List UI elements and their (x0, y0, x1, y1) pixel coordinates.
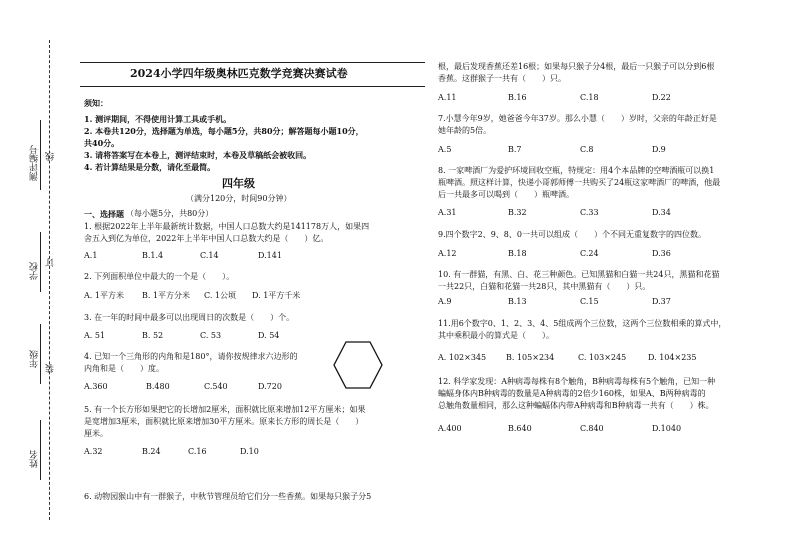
score-info: （满分120分，时间90分钟） (186, 194, 292, 203)
option: D. 104×235 (648, 353, 697, 362)
option: D.141 (258, 251, 282, 260)
question-text: 7.小慧今年9岁，她爸爸今年37岁。那么小慧（ ）岁时，父亲的年龄正好是 (438, 114, 717, 123)
question-text: 总触角数量相同，那么这种蝙蝠体内带A种病毒和B种病毒一共有（ ）株。 (438, 401, 714, 410)
title-top-rule (80, 62, 425, 63)
binding-exam-no: 测评编号 (30, 145, 40, 181)
option: C.16 (188, 447, 207, 456)
notice-item: 共40分。 (84, 138, 120, 148)
option: D.36 (652, 249, 671, 258)
binding-zhuang-char: 装 (46, 364, 56, 373)
notice-item: 4. 若计算结果是分数，请化至最简。 (84, 162, 216, 172)
question-text: 1. 根据2022年上半年最新统计数据，中国人口总数大约是141178万人，如果四 (84, 222, 370, 231)
question-text: 10. 有一群猫，有黑、白、花三种颜色。已知黑猫和白猫一共24只，黑猫和花猫 (438, 270, 720, 279)
option: A.5 (438, 145, 452, 154)
notice-heading: 须知： (84, 98, 108, 108)
option: A.360 (84, 382, 108, 391)
option: B.7 (508, 145, 522, 154)
part1-note: （每小题5分，共80分） (126, 209, 214, 218)
option: B.640 (508, 424, 532, 433)
binding-grade: 年级 (30, 350, 40, 368)
option: C.24 (580, 249, 599, 258)
binding-ding-char: 订 (46, 258, 56, 267)
option: B.24 (142, 447, 161, 456)
option: C.33 (580, 208, 599, 217)
question-text: 5. 有一个长方形如果把它的长增加2厘米，面积就比原来增加12平方厘米；如果 (84, 405, 366, 414)
option: B.18 (508, 249, 527, 258)
notice-item: 1. 测评期间，不得使用计算工具或手机。 (84, 114, 232, 124)
question-text: 是宽增加3厘米，面积就比原来增加30平方厘米。原来长方形的周长是（ ） (84, 417, 364, 426)
option: B. 52 (142, 331, 164, 340)
option: C. 1公顷 (204, 291, 237, 300)
question-text: 厘米。 (84, 429, 108, 438)
option: B. 105×234 (506, 353, 555, 362)
notice-item: 3. 请将答案写在本卷上，测评结束时，本卷及草稿纸会被收回。 (84, 150, 312, 160)
question-text: 12. 科学家发现：A种病毒每株有8个触角，B种病毒每株有5个触角，已知一种 (438, 377, 716, 386)
option: C.14 (200, 251, 219, 260)
option: B.480 (146, 382, 170, 391)
question-text: 蝙蝠身体内B种病毒的数量是A种病毒的2倍少160株，如果A、B两种病毒的 (438, 389, 706, 398)
option: A.11 (438, 93, 457, 102)
option: B. 1平方分米 (142, 291, 191, 300)
option: C.540 (204, 382, 228, 391)
option: A. 51 (84, 331, 106, 340)
option: A. 102×345 (438, 353, 487, 362)
option: C.18 (580, 93, 599, 102)
field-line-exam-no (40, 120, 41, 190)
option: B.32 (508, 208, 527, 217)
option: B.16 (508, 93, 527, 102)
option: A. 1平方米 (84, 291, 124, 300)
option: C.8 (580, 145, 594, 154)
question-text: 6. 动物园猴山中有一群猴子，中秋节管理员给它们分一些香蕉。如果每只猴子分5 (84, 492, 372, 501)
title-bottom-rule (80, 86, 425, 87)
option: D.720 (258, 382, 282, 391)
option: B.1.4 (142, 251, 164, 260)
option: D.10 (240, 447, 259, 456)
option: A.32 (84, 447, 103, 456)
option: A.9 (438, 297, 452, 306)
option: D.9 (652, 145, 666, 154)
field-line-name (40, 420, 41, 480)
question-text: 一共22只，白猫和花猫一共28只，其中黑猫有（ ）只。 (438, 282, 651, 291)
hexagon-figure (333, 340, 383, 390)
option: D.37 (652, 297, 671, 306)
field-line-school (40, 232, 41, 292)
question-text: 根，最后发现香蕉还差16根；如果每只猴子分4根，最后一只猴子可以分到6根 (438, 62, 715, 71)
question-text: 其中乘积最小的算式是（ ）。 (438, 331, 554, 340)
question-text: 香蕉。这群猴子一共有（ ）只。 (438, 74, 566, 83)
question-text: 舍五入到亿为单位，2022年上半年中国人口总数大约是（ ）亿。 (84, 234, 329, 243)
binding-school: 学校 (30, 262, 40, 280)
question-text: 9.四个数字2、9、8、0一共可以组成（ ）个不同无重复数字的四位数。 (438, 230, 706, 239)
question-text: 4. 已知一个三角形的内角和是180°，请你按规律求六边形的 (84, 352, 298, 361)
question-text: 11.用6个数字0、1、2、3、4、5组成两个三位数，这两个三位数相乘的算式中， (438, 319, 727, 328)
grade-heading: 四年级 (222, 177, 255, 190)
question-text: 后一共最多可以喝到（ ）瓶啤酒。 (438, 190, 574, 199)
option: C. 103×245 (578, 353, 627, 362)
option: D.1040 (652, 424, 682, 433)
binding-line-char: 线 (46, 152, 56, 161)
question-text: 内角和是（ ）度。 (84, 364, 164, 373)
question-text: 3. 在一年的时间中最多可以出现周日的次数是（ ）个。 (84, 313, 295, 322)
option: C. 53 (200, 331, 222, 340)
option: D.34 (652, 208, 671, 217)
notice-item: 2. 本卷共120分，选择题为单选，每小题5分，共80分；解答题每小题10分， (84, 126, 364, 136)
binding-dashed-line (49, 40, 50, 520)
question-text: 8. 一家啤酒厂为爱护环境回收空瓶，特规定：用4个本品牌的空啤酒瓶可以换1 (438, 166, 715, 175)
question-text: 她年龄的5倍。 (438, 126, 492, 135)
option: B.13 (508, 297, 527, 306)
exam-title: 2024小学四年级奥林匹克数学竞赛决赛试卷 (130, 67, 348, 80)
option: A.12 (438, 249, 457, 258)
option: A.31 (438, 208, 457, 217)
question-text: 瓶啤酒。照这样计算，快递小哥郭师傅一共购买了24瓶这家啤酒厂的啤酒，他最 (438, 178, 721, 187)
option: A.1 (84, 251, 98, 260)
part1-heading: 一、选择题 (84, 209, 124, 219)
option: D.22 (652, 93, 671, 102)
option: A.400 (438, 424, 462, 433)
field-line-grade (40, 324, 41, 384)
option: C.840 (580, 424, 604, 433)
binding-name: 姓名 (30, 450, 40, 468)
option: D. 54 (258, 331, 280, 340)
question-text: 2. 下列面积单位中最大的一个是（ ）。 (84, 272, 235, 281)
option: C.15 (580, 297, 599, 306)
option: D. 1平方千米 (252, 291, 301, 300)
